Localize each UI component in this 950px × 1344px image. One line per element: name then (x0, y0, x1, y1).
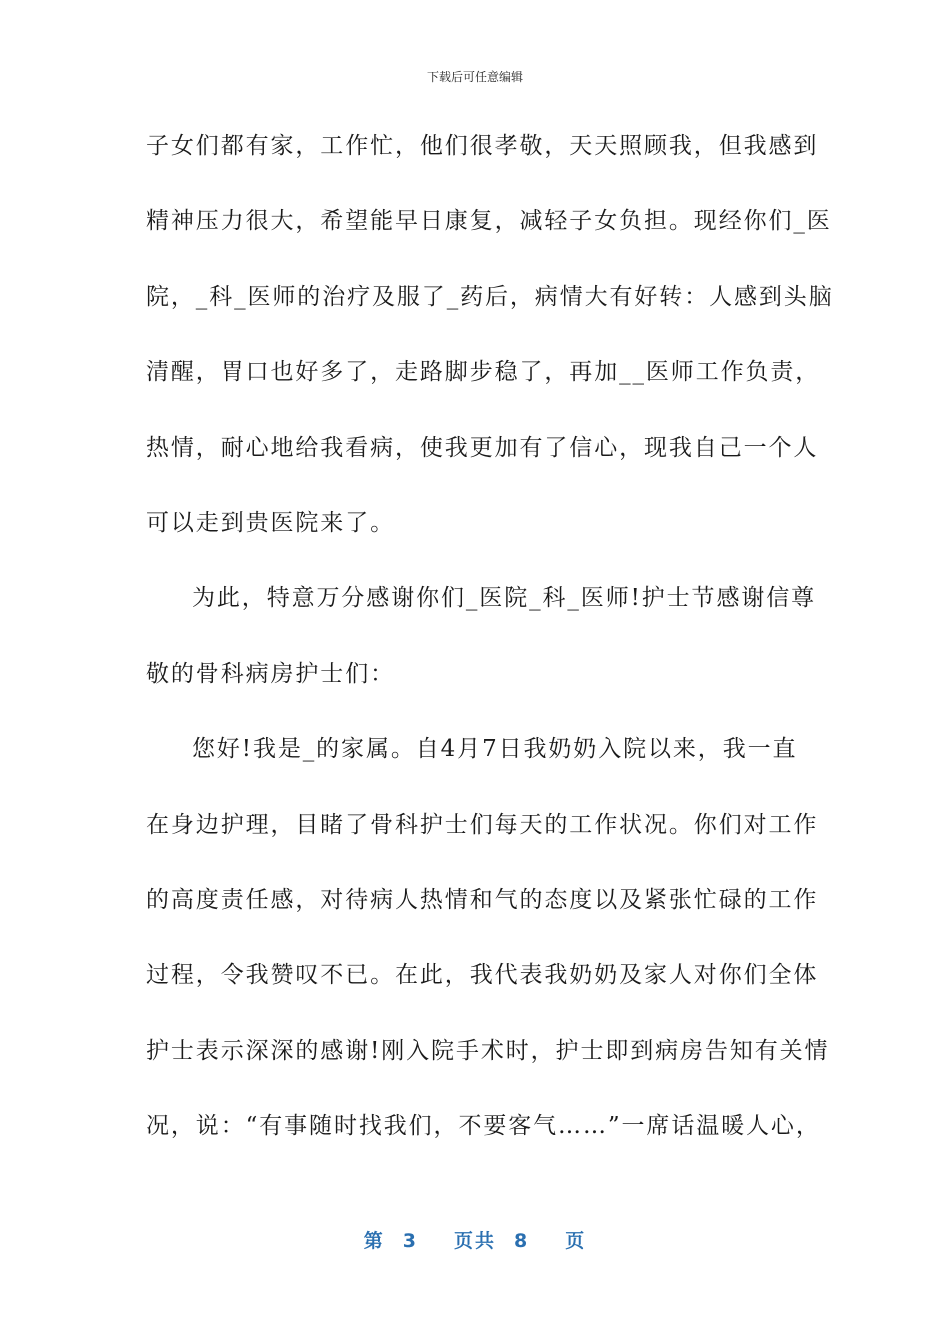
text-line: 院，_科_医师的治疗及服了_药后，病情大有好转：人感到头脑 (146, 283, 834, 310)
header-note: 下载后可任意编辑 (426, 70, 523, 84)
paragraph-start-line: 为此，特意万分感谢你们_医院_科_医师!护士节感谢信尊 (192, 585, 817, 612)
footer-page-number: 3 (402, 1230, 418, 1252)
text-line: 热情，耐心地给我看病，使我更加有了信心，现我自己一个人 (146, 434, 819, 461)
text-line: 子女们都有家，工作忙，他们很孝敬，天天照顾我，但我感到 (146, 133, 819, 159)
text-line: 精神压力很大，希望能早日康复，减轻子女负担。现经你们_医 (146, 208, 832, 235)
text-line: 在身边护理，目睹了骨科护士们每天的工作状况。你们对工作 (146, 811, 819, 838)
paragraph-start-line: 您好!我是_的家属。自4月7日我奶奶入院以来，我一直 (192, 736, 798, 763)
footer-total-pages: 8 (514, 1230, 530, 1252)
document-body (146, 122, 834, 1177)
page-footer (0, 1226, 950, 1253)
text-line: 况，说：“有事随时找我们，不要客气……”一席话温暖人心， (146, 1113, 821, 1140)
text-line: 护士表示深深的感谢!刚入院手术时，护士即到病房告知有关情 (146, 1037, 830, 1064)
text-line: 敬的骨科病房护士们： (146, 660, 395, 687)
footer-suffix: 页 (565, 1230, 587, 1252)
text-line: 过程，令我赞叹不已。在此，我代表我奶奶及家人对你们全体 (146, 962, 819, 989)
text-line: 可以走到贵医院来了。 (146, 509, 395, 536)
text-line: 清醒，胃口也好多了，走路脚步稳了，再加__医师工作负责， (146, 359, 821, 386)
footer-middle: 页共 (453, 1230, 496, 1252)
footer-prefix: 第 (363, 1230, 385, 1252)
text-line: 的高度责任感，对待病人热情和气的态度以及紧张忙碌的工作 (146, 886, 819, 913)
